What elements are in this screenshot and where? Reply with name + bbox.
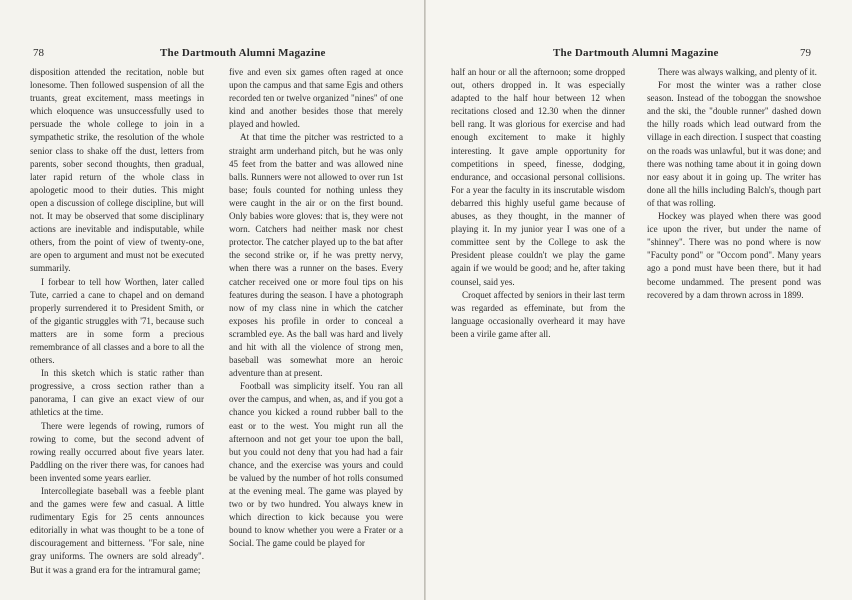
page-number: 78 <box>33 47 44 59</box>
paragraph: Hockey was played when there was good ice upon the river, but under the name of "shinney". There was no pond where is now "Faculty pond" or "Occom pond". Many years ago a pond must have been there, but it had become undammed. The present pond was recovered by a dam thrown across in 1899. <box>647 211 821 300</box>
paragraph: Croquet affected by seniors in their last term was regarded as effeminate, but from the language occasionally overheard it may have been a virile game after all. <box>451 289 625 339</box>
paragraph: At that time the pitcher was restricted to a straight arm underhand pitch, but he was only 45 feet from the batter and was allowed nine balls. Runners were not allowed to over run 1st base; fouls counted for nothing unless they were caught in the air or on the first bound. Only babies wore gloves: that is, they were not worn. Catchers had neither mask nor chest protector. The catcher played up to the bat after the second strike or, if he was pretty nervy, when there was a runner on the bases. Every catcher received one or more foul tips on his features during the season. I have a photograph now of my class nine in which the catcher exposes his profile in order to conceal a scrambled eye. As the ball was hard and lively and hit with all the violence of strong men, baseball was somewhat more an heroic adventure than at present. <box>229 132 403 379</box>
paragraph: There were legends of rowing, rumors of rowing to come, but the second advent of rowing really occurred about five years later. Paddling on the river there was, for canoes had been invented some years earlier. <box>30 420 204 483</box>
running-head: The Dartmouth Alumni Magazine <box>553 47 719 59</box>
paragraph: half an hour or all the afternoon; some dropped out, others dropped in. It was especially adapted to the half hour between 12 when recitations closed and 12.30 when the dinner bell rang. It was glorious for exercise and had enough excitement to make it highly interesting. It gave ample opportunity for competitions in speed, finesse, dodging, endurance, and occasional personal collisions. For a year the faculty in its inscrutable wisdom debarred this highly useful game because of abuses, as they thought, in the manner of playing it. In my junior year I was one of a committee sent by the College to ask the President please couldn't we play the game again if we would be good; and he, after taking counsel, said yes. <box>451 67 625 287</box>
right-page <box>426 0 852 600</box>
left-page <box>0 0 425 600</box>
page-number: 79 <box>800 47 811 59</box>
text-column-left <box>30 66 204 577</box>
paragraph: disposition attended the recitation, noble but lonesome. Then followed suspension of all the truants, great excitement, mass meetings in which eloquence was unsuccessfully used to persuade the whole college to join in a sympathetic strike, the resolution of the whole senior class to shake off the dust, letters from parents, sober second thoughts, then gradual, later rapid return of the whole class in apologetic mood to their duties. This might open a discussion of college discipline, but will not. It may be observed that some disciplinary actions are inevitable and indisputable, while others, from the point of view of twenty-one, are open to argument and must not be executed summarily. <box>30 67 204 274</box>
paragraph: Football was simplicity itself. You ran all over the campus, and when, as, and if you got a chance you kicked a round rubber ball to the east or to the west. You might run all the afternoon and not get your toe upon the ball, but you could not deny that you had had a fair chance, and the exercise was yours and could be valued by the number of hot rolls consumed at the evening meal. The game was played by two or by two hundred. You always knew in which direction to kick because you were bound to know whether you were a Frater or a Social. The game could be played for <box>229 381 403 549</box>
text-column-left <box>451 66 625 341</box>
paragraph: Intercollegiate baseball was a feeble plant and the games were few and casual. A little rudimentary Egis for 25 cents announces editorially in what was thought to be a tone of discouragement and bitterness. "For sale, nine gray uniforms. The owners are sold already". But it was a grand era for the intramural game; <box>30 486 204 575</box>
running-head: The Dartmouth Alumni Magazine <box>160 47 326 59</box>
text-column-right <box>229 66 403 550</box>
paragraph: five and even six games often raged at once upon the campus and that same Egis and others recorded ten or twelve organized "nines" of one kind and another besides those that merely played and howled. <box>229 67 403 130</box>
paragraph: For most the winter was a rather close season. Instead of the toboggan the snowshoe and the ski, the "double runner" dashed down the hilly roads which lead outward from the village in each direction. I suspect that coasting on the roads was unlawful, but it was done; and there was nothing tame about it in going down nor easy about it in going up. The writer has done all the hills including Balch's, though part of that was rolling. <box>647 80 821 208</box>
paragraph: There was always walking, and plenty of it. <box>658 67 817 77</box>
paragraph: In this sketch which is static rather than progressive, a cross section rather than a panorama, I can give an exact view of our athletics at the time. <box>30 368 204 418</box>
text-column-right <box>647 66 821 302</box>
paragraph: I forbear to tell how Worthen, later called Tute, carried a cane to chapel and on demand properly surrendered it to President Smith, or of the gigantic struggles with '71, because such matters are in some form a precious remembrance of all classes and a bore to all the others. <box>30 276 204 366</box>
